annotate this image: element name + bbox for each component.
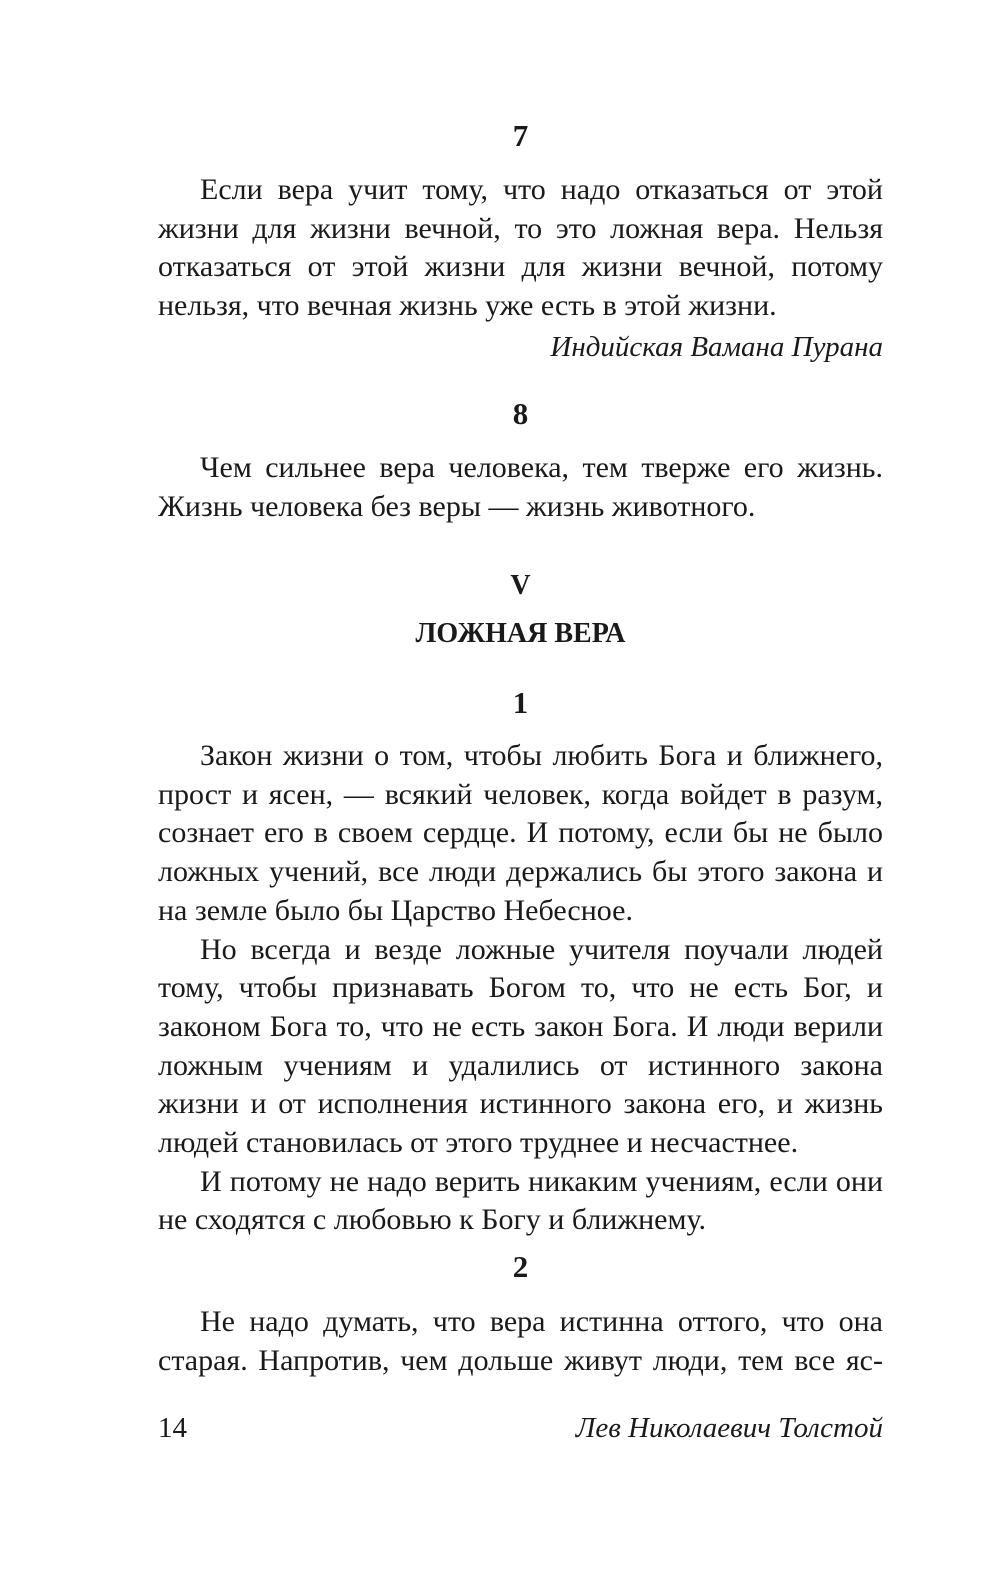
section-1-paragraph-1: Закон жизни о том, чтобы любить Бога и ближнего, прост и ясен, — всякий человек, когда войдет в разум, сознает его в своем сердце. И потому, если бы не было ложных учений, все люди держались бы этого закона и на земле было бы Царство Небесное. (158, 739, 883, 927)
section-number-7: 7 (512, 118, 529, 153)
section-number-1: 1 (512, 685, 529, 720)
section-7-paragraph: Если вера учит тому, что надо отказаться от этой жизни для жизни вечной, то это ложная вера. Нельзя отказаться от этой жизни для жизни вечной, потому нельзя, что вечная жизнь уже есть в этой жизни. (158, 173, 883, 323)
section-8-paragraph: Чем сильнее вера человека, тем тверже его жизнь. Жизнь человека без веры — жизнь животного. (158, 451, 883, 523)
section-2-body (158, 1303, 883, 1380)
chapter-title: ЛОЖНАЯ ВЕРА (415, 618, 626, 649)
section-2-paragraph: Не надо думать, что вера истинна оттого, что она старая. Напротив, чем дольше живут люди, тем все яс- (158, 1305, 883, 1377)
section-1-paragraph-3: И потому не надо верить никаким учениям, если они не сходятся с любовью к Богу и ближнему. (158, 1164, 883, 1237)
section-7-attribution: Индийская Вамана Пурана (550, 331, 883, 363)
section-1-paragraph-2: Но всегда и везде ложные учителя поучали людей тому, чтобы признавать Богом то, что не есть Бог, и законом Бога то, что не есть закон Бога. И люди верили ложным учениям и удалились от истинного закона жизни и от исполнения истинного закона его, и жизнь людей становилась от этого труднее и несчастнее. (158, 932, 883, 1160)
running-footer-author: Лев Николаевич Толстой (575, 1412, 883, 1444)
page-number: 14 (158, 1412, 187, 1444)
section-1-body (158, 737, 883, 1240)
section-number-8: 8 (512, 396, 529, 431)
section-8-body (158, 449, 883, 526)
section-7-body (158, 171, 883, 326)
section-number-2: 2 (512, 1249, 529, 1284)
chapter-numeral: V (510, 570, 531, 601)
